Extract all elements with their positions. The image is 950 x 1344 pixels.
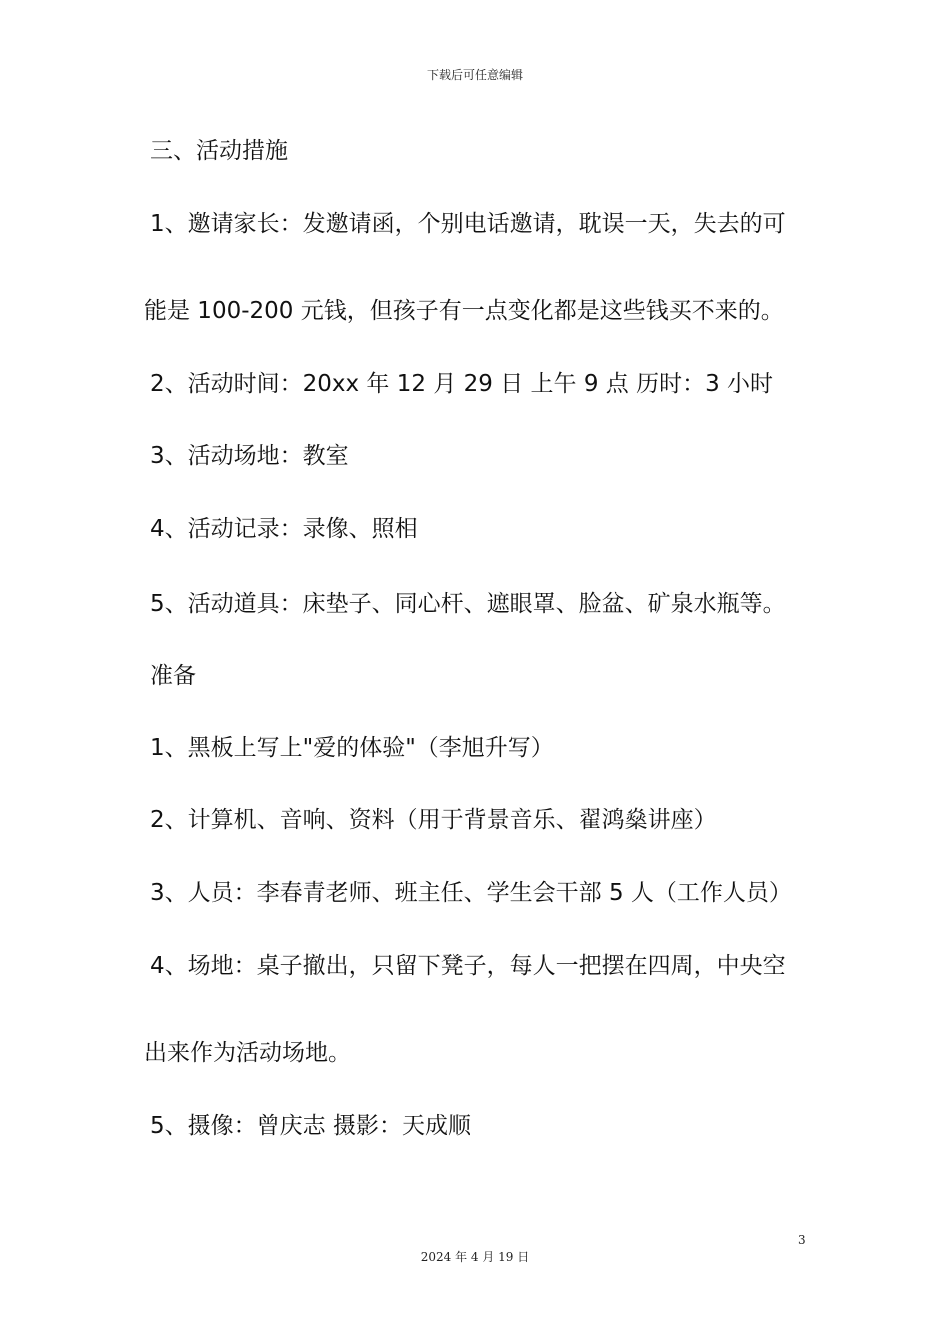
paragraph-line: 5、活动道具：床垫子、同心杆、遮眼罩、脸盆、矿泉水瓶等。 xyxy=(150,591,786,617)
paragraph-line: 4、场地：桌子撤出，只留下凳子，每人一把摆在四周，中央空 xyxy=(150,953,786,979)
paragraph-line: 2、活动时间：20xx 年 12 月 29 日 上午 9 点 历时：3 小时 xyxy=(150,371,774,397)
paragraph-line: 4、活动记录：录像、照相 xyxy=(150,516,418,542)
paragraph-line: 1、黑板上写上"爱的体验"（李旭升写） xyxy=(150,735,554,761)
page-header: 下载后可任意编辑 xyxy=(426,68,523,82)
page-number: 3 xyxy=(798,1233,806,1247)
footer-date: 2024 年 4 月 19 日 xyxy=(420,1250,530,1264)
paragraph-line: 1、邀请家长：发邀请函，个别电话邀请，耽误一天，失去的可 xyxy=(150,211,786,237)
paragraph-line: 5、摄像：曾庆志 摄影：天成顺 xyxy=(150,1113,471,1139)
paragraph-line: 能是 100-200 元钱，但孩子有一点变化都是这些钱买不来的。 xyxy=(144,298,784,324)
paragraph-line: 3、人员：李春青老师、班主任、学生会干部 5 人（工作人员） xyxy=(150,880,792,906)
section-heading: 三、活动措施 xyxy=(150,138,288,164)
paragraph-line: 出来作为活动场地。 xyxy=(144,1040,351,1066)
paragraph-line: 3、活动场地：教室 xyxy=(150,443,349,469)
paragraph-line: 2、计算机、音响、资料（用于背景音乐、翟鸿燊讲座） xyxy=(150,807,717,833)
subsection-heading: 准备 xyxy=(150,663,196,689)
